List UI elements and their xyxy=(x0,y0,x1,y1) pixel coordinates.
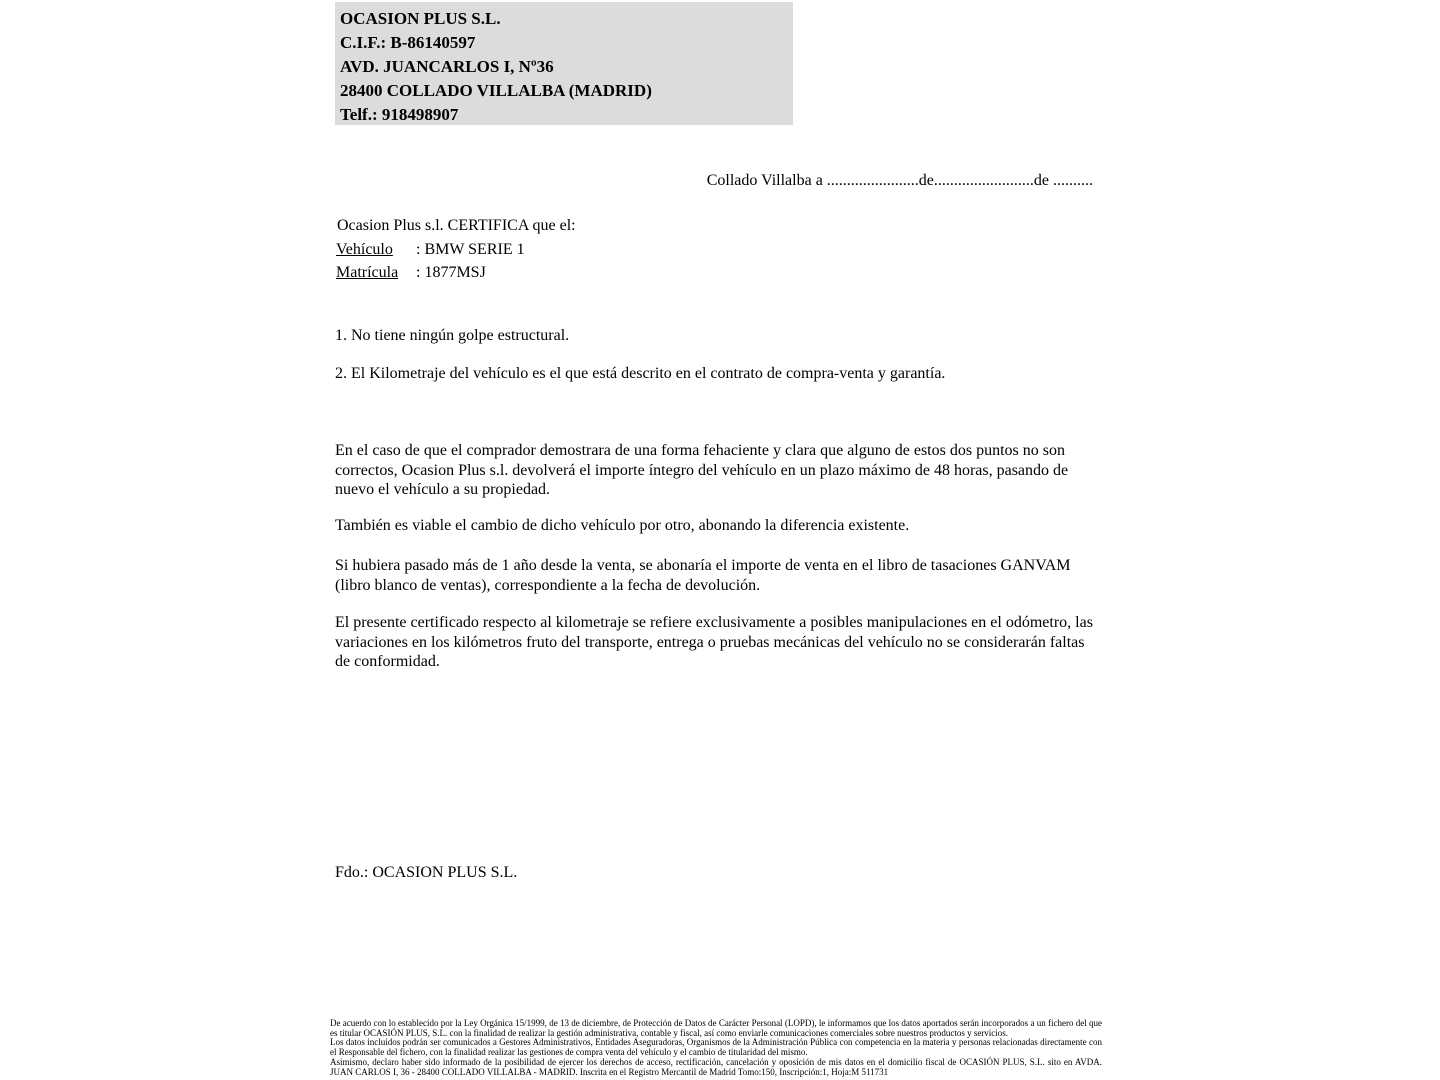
plate-label: Matrícula xyxy=(336,264,399,281)
paragraph-refund: En el caso de que el comprador demostrara de una forma fehaciente y clara que alguno de estos dos puntos no son correctos, Ocasion Plus s.l. devolverá el importe íntegro del vehículo en un plazo máximo de 48 horas, pasando de nuevo el vehículo a su propiedad. xyxy=(335,442,1069,498)
paragraph-ganvam: Si hubiera pasado más de 1 año desde la venta, se abonaría el importe de venta en el libro de tasaciones GANVAM (libro blanco de ventas), correspondiente a la fecha de devolución. xyxy=(335,557,1071,594)
signature-line: Fdo.: OCASION PLUS S.L. xyxy=(335,864,518,881)
vehicle-label: Vehículo xyxy=(336,241,393,258)
legal-footer-paragraph-lopd: De acuerdo con lo establecido por la Ley Orgánica 15/1999, de 13 de diciembre, de Protección de Datos de Carácter Personal (LOPD), le informamos que los datos aportados serán incorporados a un fichero del que es titular OCASIÓN PLUS, S.L. con la finalidad de realizar la gestión administrativa, contable y fiscal, así como enviarle comunicaciones comerciales sobre nuestros productos y servicios. xyxy=(330,1018,1102,1038)
plate-line xyxy=(336,264,486,282)
legal-footer-paragraph-data-sharing: Los datos incluidos podrán ser comunicados a Gestores Administrativos, Entidades Aseguradoras, Organismos de la Administración Pública con competencia en la materia y personas relacionadas directamente con el Responsable del fichero, con la finalidad realizar las gestiones de compra venta del vehículo y el cambio de titularidad del mismo. xyxy=(330,1037,1102,1058)
company-header-box xyxy=(335,2,793,125)
paragraph-exchange: También es viable el cambio de dicho vehículo por otro, abonando la diferencia existente. xyxy=(335,517,910,534)
legal-footer-paragraph-rights: Asimismo, declaro haber sido informado de la posibilidad de ejercer los derechos de acceso, rectificación, cancelación y oposición de mis datos en el domicilio fiscal de OCASIÓN PLUS, S.L. sito en AVDA. JUAN CARLOS I, 36 - 28400 COLLADO VILLALBA - MADRID. Inscrita en el Registro Mercantil de Madrid Tomo:150, Inscripción:1, Hoja:M 511731 xyxy=(330,1056,1102,1077)
company-phone: Telf.: 918498907 xyxy=(340,105,459,124)
certificate-point-2: 2. El Kilometraje del vehículo es el que está descrito en el contrato de compra-venta y garantía. xyxy=(335,365,946,382)
plate-value: : 1877MSJ xyxy=(416,264,486,281)
certifica-intro: Ocasion Plus s.l. CERTIFICA que el: xyxy=(337,217,576,234)
certificate-point-1: 1. No tiene ningún golpe estructural. xyxy=(335,327,570,344)
date-line: Collado Villalba a .......................de.........................de .......... xyxy=(706,172,1093,189)
company-address: AVD. JUANCARLOS I, Nº36 xyxy=(340,57,554,76)
company-name: OCASION PLUS S.L. xyxy=(340,9,501,28)
company-cif: C.I.F.: B-86140597 xyxy=(340,33,476,52)
legal-footer xyxy=(330,1019,1102,1077)
company-city: 28400 COLLADO VILLALBA (MADRID) xyxy=(340,81,652,100)
vehicle-value: : BMW SERIE 1 xyxy=(416,241,525,258)
vehicle-line xyxy=(336,241,525,259)
paragraph-odometer: El presente certificado respecto al kilometraje se refiere exclusivamente a posibles manipulaciones en el odómetro, las variaciones en los kilómetros fruto del transporte, entrega o pruebas mecánicas del vehículo no se considerarán faltas de conformidad. xyxy=(335,614,1093,670)
